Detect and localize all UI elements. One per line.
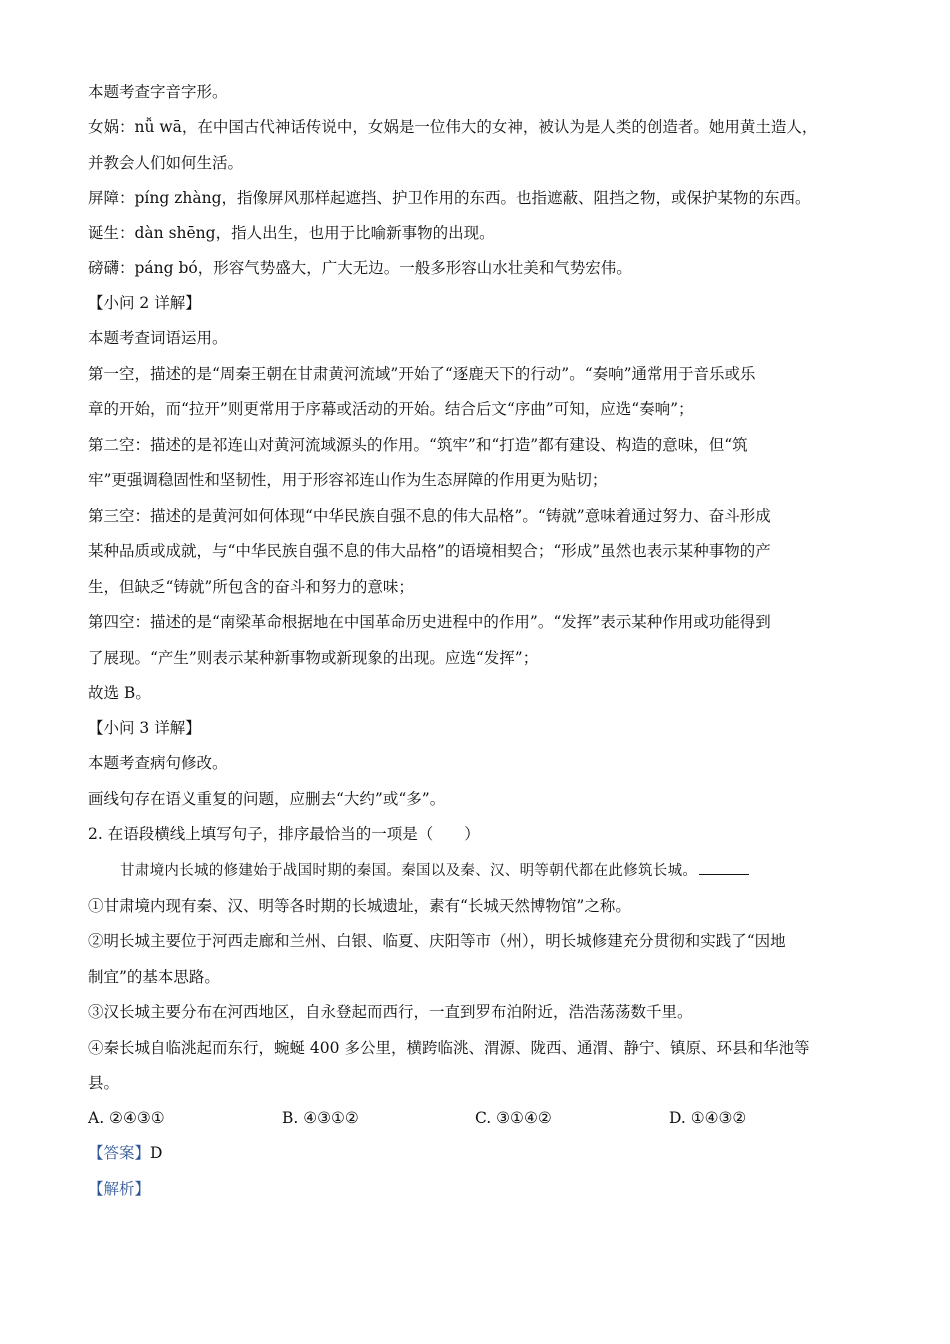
text-line: 屏障：píng zhàng，指像屏风那样起遮挡、护卫作用的东西。也指遮蔽、阻挡之物，或保护某物的东西。 (88, 189, 811, 207)
passage-line (120, 860, 900, 881)
text-line: 某种品质或成就，与“中华民族自强不息的伟大品格”的语境相契合；“形成”虽然也表示某种事物的产 (88, 542, 771, 560)
text-line: 第三空：描述的是黄河如何体现“中华民族自强不息的伟大品格”。“铸就”意味着通过努力、奋斗形成 (88, 507, 771, 525)
option-c: C. ③①④② (475, 1109, 552, 1127)
text-line: 女娲：nǚ wā，在中国古代神话传说中，女娲是一位伟大的女神，被认为是人类的创造者。她用黄土造人， (88, 118, 818, 136)
section-heading: 【小问 2 详解】 (88, 294, 201, 312)
text-line: 县。 (88, 1074, 120, 1092)
option-d: D. ①④③② (669, 1109, 747, 1127)
text-line: 本题考查病句修改。 (88, 754, 228, 772)
option-b: B. ④③①② (282, 1109, 359, 1127)
analysis-tag: 【解析】 (88, 1180, 151, 1198)
text-line: 第一空，描述的是“周秦王朝在甘肃黄河流域”开始了“逐鹿天下的行动”。“奏响”通常用于音乐或乐 (88, 365, 756, 383)
text-line: 画线句存在语义重复的问题，应删去“大约”或“多”。 (88, 790, 446, 808)
text-line: 本题考查字音字形。 (88, 83, 228, 101)
text-line: 本题考查词语运用。 (88, 329, 228, 347)
answer-value: D (150, 1144, 163, 1162)
text-line: 第四空：描述的是“南梁革命根据地在中国革命历史进程中的作用”。“发挥”表示某种作用或功能得到 (88, 613, 771, 631)
text-line: 诞生：dàn shēng，指人出生，也用于比喻新事物的出现。 (88, 224, 495, 242)
sentence-1: ①甘肃境内现有秦、汉、明等各时期的长城遗址，素有“长城天然博物馆”之称。 (88, 897, 631, 915)
text-line: 生，但缺乏“铸就”所包含的奋斗和努力的意味； (88, 578, 414, 596)
passage-text: 甘肃境内长城的修建始于战国时期的秦国。秦国以及秦、汉、明等朝代都在此修筑长城。 (120, 863, 698, 879)
analysis-line (88, 1179, 868, 1199)
text-line: 故选 B。 (88, 684, 151, 702)
text-line: 制宜”的基本思路。 (88, 968, 220, 986)
sentence-2: ②明长城主要位于河西走廊和兰州、白银、临夏、庆阳等市（州），明长城修建充分贯彻和实践了“因地 (88, 932, 786, 950)
text-line: 了展现。“产生”则表示某种新事物或新现象的出现。应选“发挥”； (88, 649, 539, 667)
question-stem: 2. 在语段横线上填写句子，排序最恰当的一项是（ ） (88, 825, 480, 843)
text-line: 牢”更强调稳固性和坚韧性，用于形容祁连山作为生态屏障的作用更为贴切； (88, 471, 608, 489)
fill-blank (699, 860, 749, 875)
text-line: 第二空：描述的是祁连山对黄河流域源头的作用。“筑牢”和“打造”都有建设、构造的意味，但“筑 (88, 436, 748, 454)
text-line: 章的开始，而“拉开”则更常用于序幕或活动的开始。结合后文“序曲”可知，应选“奏响”； (88, 400, 694, 418)
answer-tag: 【答案】 (88, 1144, 151, 1162)
text-line: 磅礴：páng bó，形容气势盛大，广大无边。一般多形容山水壮美和气势宏伟。 (88, 259, 632, 277)
text-line: 并教会人们如何生活。 (88, 154, 244, 172)
answer-line (88, 1143, 868, 1163)
option-a: A. ②④③① (88, 1109, 165, 1127)
sentence-3: ③汉长城主要分布在河西地区，自永登起而西行，一直到罗布泊附近，浩浩荡荡数千里。 (88, 1003, 693, 1021)
section-heading: 【小问 3 详解】 (88, 719, 201, 737)
sentence-4: ④秦长城自临洮起而东行，蜿蜒 400 多公里，横跨临洮、渭源、陇西、通渭、静宁、镇原、环县和华池等 (88, 1039, 810, 1057)
